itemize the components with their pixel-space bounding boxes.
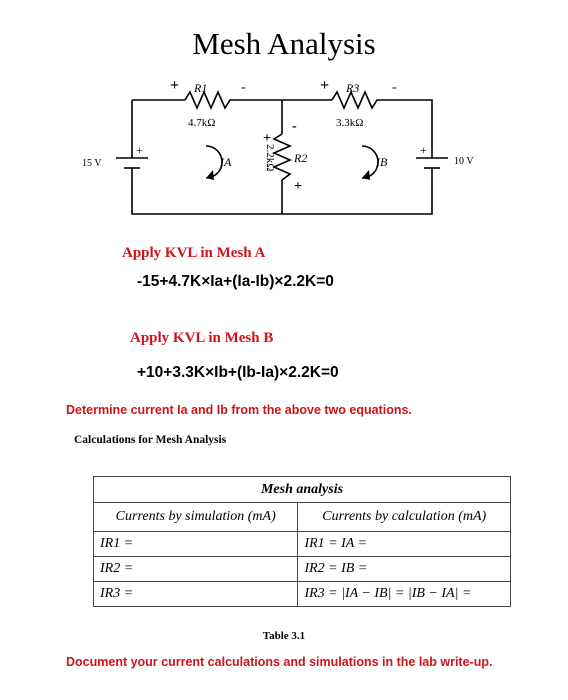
- r1-value: 4.7kΩ: [188, 117, 216, 129]
- kvl-mesh-b-equation: +10+3.3K×Ib+(Ib-Ia)×2.2K=0: [137, 364, 339, 381]
- r1-resistor: [185, 92, 235, 108]
- r1-plus: +: [170, 77, 180, 94]
- kvl-mesh-b-heading: Apply KVL in Mesh B: [130, 330, 274, 346]
- r3-minus: -: [392, 80, 397, 95]
- kvl-mesh-a-equation: -15+4.7K×Ia+(Ia-Ib)×2.2K=0: [137, 273, 334, 290]
- column-header-simulation: Currents by simulation (mA): [94, 503, 298, 532]
- circuit-diagram: [0, 62, 568, 232]
- cell-sim-r1: IR1 =: [94, 532, 298, 557]
- r2-plus-bottom: +: [294, 179, 302, 194]
- mesh-b-label: IB: [376, 155, 388, 169]
- r3-value: 3.3kΩ: [336, 117, 364, 129]
- column-header-calculation: Currents by calculation (mA): [298, 503, 511, 532]
- mesh-a-label: IA: [220, 155, 232, 169]
- kvl-mesh-a-heading: Apply KVL in Mesh A: [122, 245, 266, 261]
- r3-plus: +: [320, 77, 330, 94]
- source-left-label: 15 V: [82, 158, 102, 169]
- r2-plus-left: +: [263, 131, 271, 146]
- wire-top-right: [382, 100, 432, 140]
- cell-calc-r3: IR3 = |IA − IB| = |IB − IA| =: [298, 582, 511, 607]
- r1-name: R1: [194, 81, 208, 95]
- instruction-text: Determine current Ia and Ib from the above two equations.: [66, 403, 412, 417]
- r2-minus-top: -: [292, 119, 297, 134]
- r2-value: 2.2kΩ: [264, 144, 276, 172]
- cell-sim-r3: IR3 =: [94, 582, 298, 607]
- source-right-label: 10 V: [454, 156, 474, 167]
- table-row: [94, 582, 511, 607]
- cell-calc-r1: IR1 = IA =: [298, 532, 511, 557]
- document-note: Document your current calculations and simulations in the lab write-up.: [66, 655, 493, 669]
- source-left-plus: +: [136, 143, 143, 157]
- source-right-plus: +: [420, 143, 427, 157]
- cell-calc-r2: IR2 = IB =: [298, 557, 511, 582]
- page-title: Mesh Analysis: [192, 26, 376, 61]
- r3-name: R3: [346, 81, 360, 95]
- calculations-heading: Calculations for Mesh Analysis: [74, 434, 227, 446]
- mesh-analysis-table: [93, 476, 511, 607]
- table-label: Table 3.1: [262, 630, 306, 642]
- r2-name: R2: [294, 151, 308, 165]
- table-caption: Mesh analysis: [94, 477, 511, 503]
- table-row: [94, 557, 511, 582]
- table-row: [94, 532, 511, 557]
- cell-sim-r2: IR2 =: [94, 557, 298, 582]
- r1-minus: -: [241, 80, 246, 95]
